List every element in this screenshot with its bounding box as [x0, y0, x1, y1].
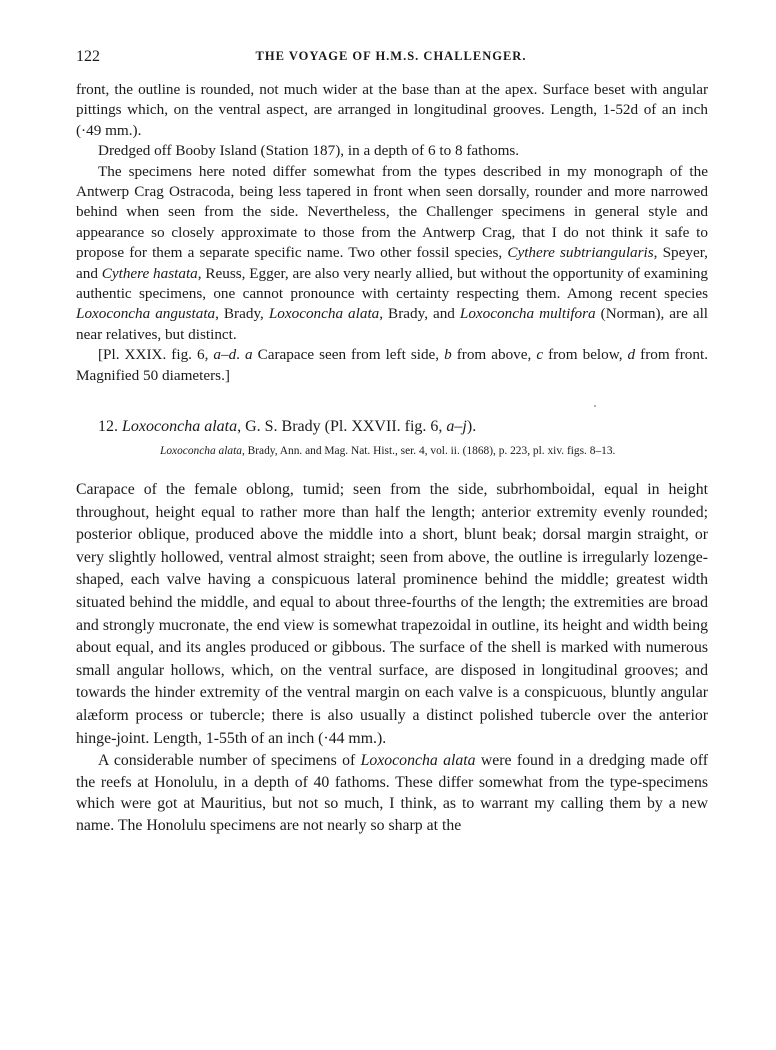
figure-range: a–d: [213, 346, 237, 364]
species-number: 12.: [98, 418, 122, 436]
text-run: , G. S. Brady (Pl. XXVII. fig. 6,: [237, 418, 447, 436]
plate-caption: [76, 345, 708, 386]
figure-letter: c: [536, 346, 544, 364]
figure-letter: d: [627, 346, 636, 364]
species-name: Cythere subtriangularis: [507, 244, 654, 262]
species-heading: [76, 416, 708, 438]
paragraph-continuation: [76, 80, 708, 141]
species-name: Loxoconcha multifora: [459, 305, 596, 323]
text-run: , Brady, Ann. and Mag. Nat. Hist., ser. 4, vol. ii. (1868), p. 223, pl. xiv. figs. 8–13.: [241, 445, 616, 458]
text-run: , Brady, and: [379, 305, 460, 323]
paragraph-text: Carapace of the female oblong, tumid; seen from the side, subrhomboidal, equal in height throughout, height equal to rather more than half the length; anterior extremity evenly rounded; posterior oblique, produced above the middle into a short, blunt beak; dorsal margin straight, or very slightly hollowed, ventral almost straight; seen from above, the outline is irregularly lozenge-shaped, each valve having a conspicuous lateral prominence behind the middle; greatest width situated behind the middle, and equal to about three-fourths of the length; the extremities are broad and strongly mucronate, the end view is somewhat trapezoidal in outline, its height and width being about equal, and its angles produced or gibbous. The surface of the shell is marked with numerous small angular hollows, which, on the ventral surface, are disposed in longitudinal grooves; and towards the hinder extremity of the ventral margin on each valve is a conspicuous, bluntly angular alæform process or tubercle; there is also usually a distinct polished tubercle over the anterior hinge-joint. Length, 1-55th of an inch (·44 mm.).: [76, 481, 708, 747]
text-run: The specimens here noted differ somewhat from the types described in my monograph of the Antwerp Crag Ostracoda, being less tapered in front when seen dorsally, rounder and more narrowed behind when seen from the side. Nevertheless, the Challenger specimens in general style and appearance so closely approximate to those from the Antwerp Crag, that I do not think it safe to propose for them a separate specific name. Two other fossil species,: [76, 162, 708, 262]
paper-speck: [594, 405, 596, 407]
text-run: from below,: [543, 346, 628, 364]
species-name: Loxoconcha alata: [160, 445, 242, 458]
paragraph-comparison: [76, 162, 708, 346]
paragraph-text: front, the outline is rounded, not much wider at the base than at the apex. Surface beset with angular pittings which, on the ventral aspect, are arranged in longitudinal grooves. Length, 1-52d of an inch (·49 mm.).: [76, 81, 708, 139]
figure-letter: b: [444, 346, 452, 364]
text-run: , Speyer, and: [76, 244, 708, 282]
paragraph-station: [76, 141, 708, 161]
species-name: Cythere hastata: [101, 264, 198, 282]
species-name: Loxoconcha angustata: [76, 305, 216, 323]
text-run: .: [236, 346, 245, 364]
paragraph-text: Dredged off Booby Island (Station 187), in a depth of 6 to 8 fathoms.: [98, 142, 520, 160]
page-number: 122: [76, 48, 100, 65]
species-name: Loxoconcha alata: [268, 305, 380, 323]
text-run: , Reuss, Egger, are also very nearly allied, but without the opportunity of examining authentic specimens, one cannot pronounce with certainty respecting them. Among recent species: [76, 264, 708, 303]
text-run: Carapace seen from left side,: [252, 346, 445, 364]
text-run: (Norman), are all near relatives, but distinct.: [76, 305, 709, 343]
text-run: , Brady,: [215, 305, 269, 323]
paragraph-description: [76, 479, 708, 750]
bibliographic-reference: [160, 444, 708, 459]
text-run: from front. Magnified 50 diameters.]: [76, 346, 708, 384]
paragraph-honolulu: [76, 750, 708, 836]
text-run: A considerable number of specimens of: [98, 752, 361, 770]
text-run: ).: [466, 418, 477, 436]
body-text: [76, 80, 708, 837]
text-run: from above,: [451, 346, 537, 364]
species-name: Loxoconcha alata: [122, 418, 238, 436]
figure-range: a–j: [446, 418, 467, 436]
species-name: Loxoconcha alata: [360, 752, 476, 770]
text-run: were found in a dredging made off the reefs at Honolulu, in a depth of 40 fathoms. These differ somewhat from the type-specimens which were got at Mauritius, but not so much, I think, as to warrant my calling them by a new name. The Honolulu specimens are not nearly so sharp at the: [76, 752, 709, 834]
text-run: [Pl. XXIX. fig. 6,: [98, 346, 214, 364]
running-title: THE VOYAGE OF H.M.S. CHALLENGER.: [255, 49, 527, 63]
page-header: [76, 48, 706, 68]
figure-letter: a: [244, 346, 253, 364]
